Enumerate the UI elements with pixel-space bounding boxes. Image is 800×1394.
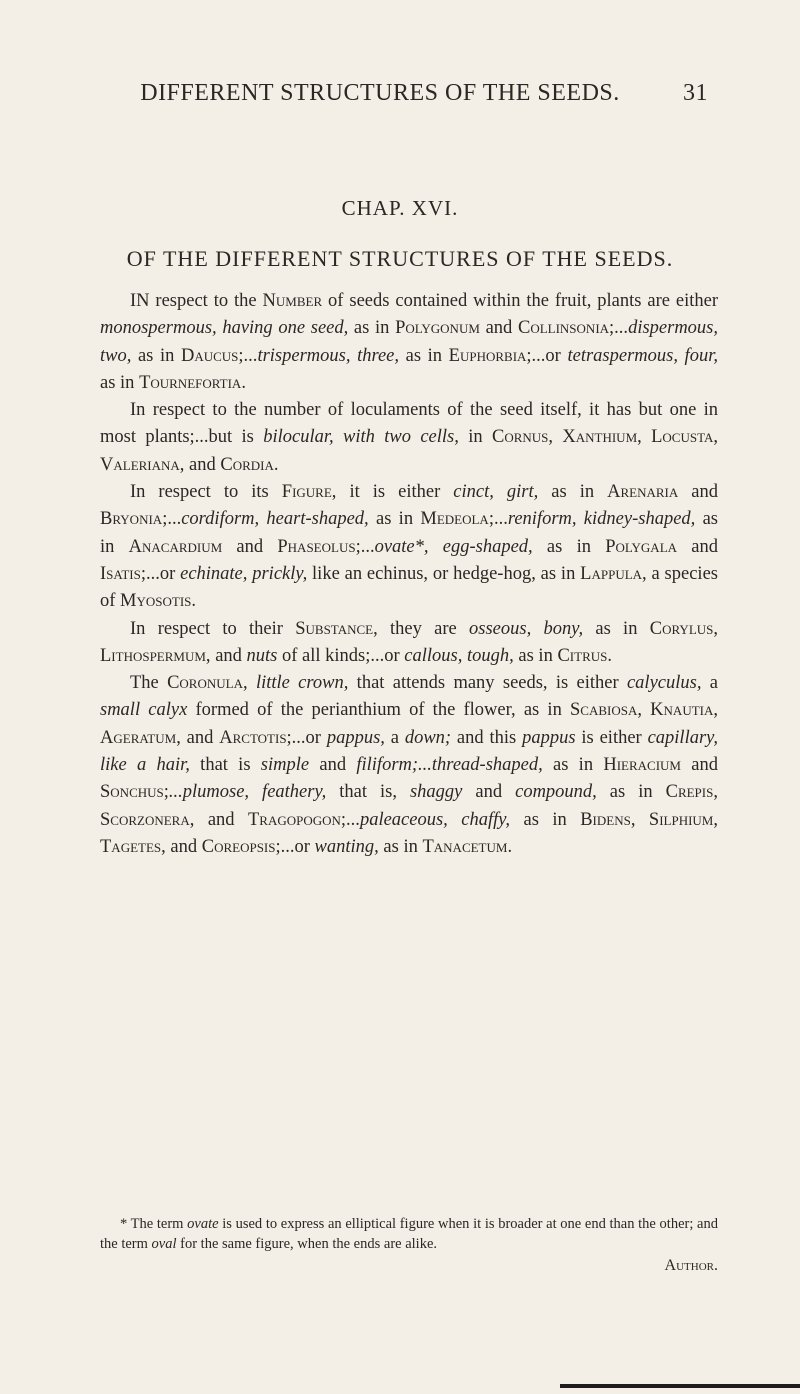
paragraph-loculaments: In respect to the number of loculaments of the seed itself, it has but one in most plants;...but is bilocular, with two cells, in Cornus, Xanthium, Locusta, Valeriana, and Cordia.	[100, 400, 719, 475]
paragraph-figure: In respect to its Figure, it is either cinct, girt, as in Arenaria and Bryonia;...cordiform, heart-shaped, as in Medeola;...reniform, kidney-shaped, as in Anacardium and Phaseolus;...ovate*, egg-shaped, as in Polygala and Isatis;...or echinate, prickly, like an echinus, or hedge-hog, as in Lappula, a species of Myosotis.	[100, 482, 719, 612]
body-text	[100, 288, 718, 861]
paragraph-coronula: The Coronula, little crown, that attends many seeds, is either calyculus, a small calyx formed of the perianthium of the flower, as in Scabiosa, Knautia, Ageratum, and Arctotis;...or pappus, a down; and this pappus is either capillary, like a hair, that is simple and filiform;...thread-shaped, as in Hieracium and Sonchus;...plumose, feathery, that is, shaggy and compound, as in Crepis, Scorzonera, and Tragopogon;...paleaceous, chaffy, as in Bidens, Silphium, Tagetes, and Coreopsis;...or wanting, as in Tanacetum.	[100, 673, 718, 857]
chapter-title: OF THE DIFFERENT STRUCTURES OF THE SEEDS.	[126, 246, 674, 271]
page-number: 31	[683, 80, 708, 106]
page-edge-shadow	[560, 1384, 800, 1388]
footnote-author: Author.	[664, 1257, 718, 1274]
chapter-heading: CHAP. XVI.	[341, 196, 459, 220]
paragraph-number: IN respect to the Number of seeds contained within the fruit, plants are either monospermous, having one seed, as in Polygonum and Collinsonia;...dispermous, two, as in Daucus;...trispermous, three, as in Euphorbia;...or tetraspermous, four, as in Tournefortia.	[100, 291, 718, 393]
paragraph-substance: In respect to their Substance, they are osseous, bony, as in Corylus, Lithospermum, and nuts of all kinds;...or callous, tough, as in Citrus.	[100, 618, 719, 666]
running-head-title: DIFFERENT STRUCTURES OF THE SEEDS.	[140, 80, 620, 106]
footnote	[100, 1214, 718, 1276]
footnote-text: * The term ovate is used to express an elliptical figure when it is broader at one end than the other; and the term oval for the same figure, when the ends are alike.	[100, 1216, 718, 1252]
running-head	[100, 80, 708, 107]
